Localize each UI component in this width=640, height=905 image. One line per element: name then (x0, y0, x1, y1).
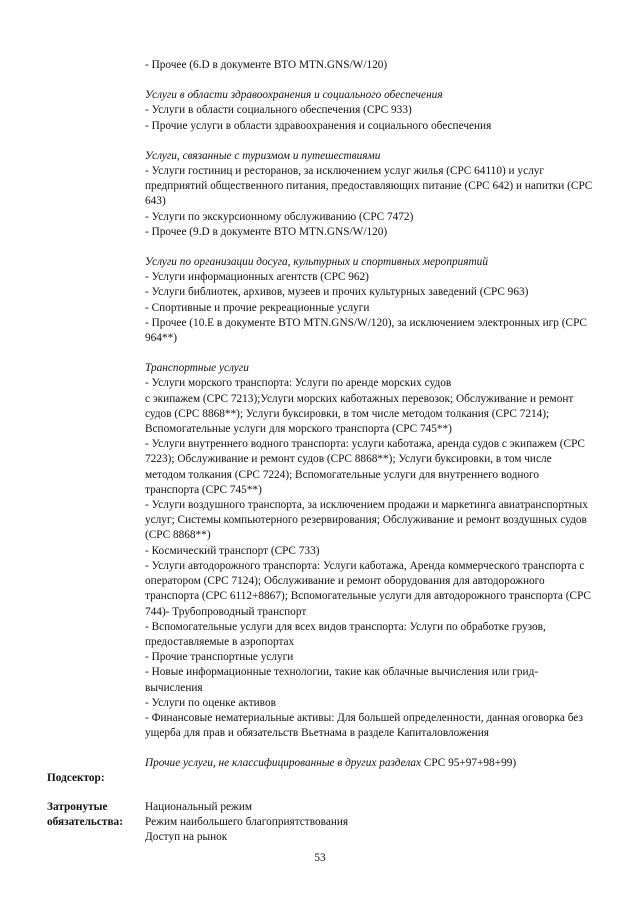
list-item: - Финансовые нематериальные активы: Для большей определенности, данная оговорка без ущерба для прав и обязательств Вьетнама в разделе Капиталовложения (145, 711, 583, 740)
commitment-item: Доступ на рынок (145, 831, 228, 844)
list-item: - Услуги внутреннего водного транспорта: услуги каботажа, аренда судов с экипажем (CPC 7223); Обслуживание и ремонт судов (CPC 8868**); Услуги буксировки, в том числе методом толкания (CPC 7224); Вспомогательные услуги для внутреннего водного транспорта (CPC 745**) (145, 438, 585, 496)
subsector-label: Подсектор: (47, 772, 105, 784)
list-item: - Услуги информационных агентств (CPC 962) (145, 271, 369, 284)
section-heading: Услуги в области здравоохранения и социального обеспечения (145, 89, 443, 102)
list-item: - Услуги по оценке активов (145, 696, 276, 709)
other-services-codes: CPC 95+97+98+99) (421, 757, 517, 770)
list-item: - Услуги автодорожного транспорта: Услуги каботажа, Аренда коммерческого транспорта с оператором (CPC 7124); Обслуживание и ремонт оборудования для автодорожного транспорта (CPC 6112+8867); Вспомогательные услуги для автодорожного транспорта (CPC 744)- Трубопроводный транспорт (145, 559, 591, 618)
list-item: - Услуги морского транспорта: Услуги по аренде морских судов (145, 377, 452, 390)
services-list (145, 58, 595, 772)
section-heading: Услуги по организации досуга, культурных и спортивных мероприятий (145, 256, 488, 269)
section-health (145, 88, 595, 134)
list-item: - Новые информационные технологии, такие как облачные вычисления или грид-вычисления (145, 666, 539, 694)
list-item: - Услуги по экскурсионному обслуживанию (CPC 7472) (145, 210, 414, 223)
list-item: - Услуги воздушного транспорта, за исключением продажи и маркетинга авиатранспортных услуг; Системы компьютерного резервирования; Обслуживание и ремонт воздушных судов (CPC 8868**) (145, 499, 588, 542)
commitments-list (145, 800, 348, 846)
section-heading: Услуги, связанные с туризмом и путешествиями (145, 149, 381, 162)
list-item: - Вспомогательные услуги для всех видов транспорта: Услуги по обработке грузов, предоставляемые в аэропортах (145, 620, 546, 648)
list-item: - Спортивные и прочие рекреационные услуги (145, 301, 370, 314)
section-heading: Транспортные услуги (145, 362, 249, 375)
section-other-6d (145, 58, 595, 73)
other-services-line (145, 756, 595, 771)
page-number: 53 (314, 852, 326, 864)
other-services-italic: Прочие услуги, не классифицированные в других разделах (145, 757, 422, 770)
list-item: - Прочие транспортные услуги (145, 651, 294, 664)
list-item: - Услуги гостиниц и ресторанов, за исключением услуг жилья (CPC 64110) и услуг предприятий общественного питания, предоставляющих питание (CPC 642) и напитки (CPC 643) (145, 165, 593, 208)
commitment-item: Национальный режим (145, 801, 253, 813)
list-item: - Прочие услуги в области здравоохранения и социального обеспечения (145, 119, 492, 132)
list-item: - Услуги в области социального обеспечения (CPC 933) (145, 104, 412, 117)
section-recreation (145, 255, 595, 346)
section-tourism (145, 149, 595, 240)
list-item: - Прочее (6.D в документе ВТО MTN.GNS/W/120) (145, 59, 388, 71)
list-item: - Прочее (9.D в документе ВТО MTN.GNS/W/120) (145, 225, 388, 238)
list-item: - Услуги библиотек, архивов, музеев и прочих культурных заведений (CPC 963) (145, 286, 529, 299)
list-item: с экипажем (CPC 7213);Услуги морских каботажных перевозок; Обслуживание и ремонт судов (CPC 8868**); Услуги буксировки, в том числе методом толкания (CPC 7214); Вспомогательные услуги для морского транспорта (CPC 745**) (145, 392, 574, 436)
list-item: - Прочее (10.E в документе ВТО MTN.GNS/W/120), за исключением электронных игр (CPC 964**) (145, 316, 587, 345)
list-item: - Космический транспорт (CPC 733) (145, 544, 320, 557)
commitment-item: Режим наибольшего благоприятствования (145, 816, 349, 829)
commitments-label-line2: обязательства: (47, 816, 123, 828)
section-transport (145, 361, 595, 741)
commitments-label-line1: Затронутые (47, 801, 108, 813)
